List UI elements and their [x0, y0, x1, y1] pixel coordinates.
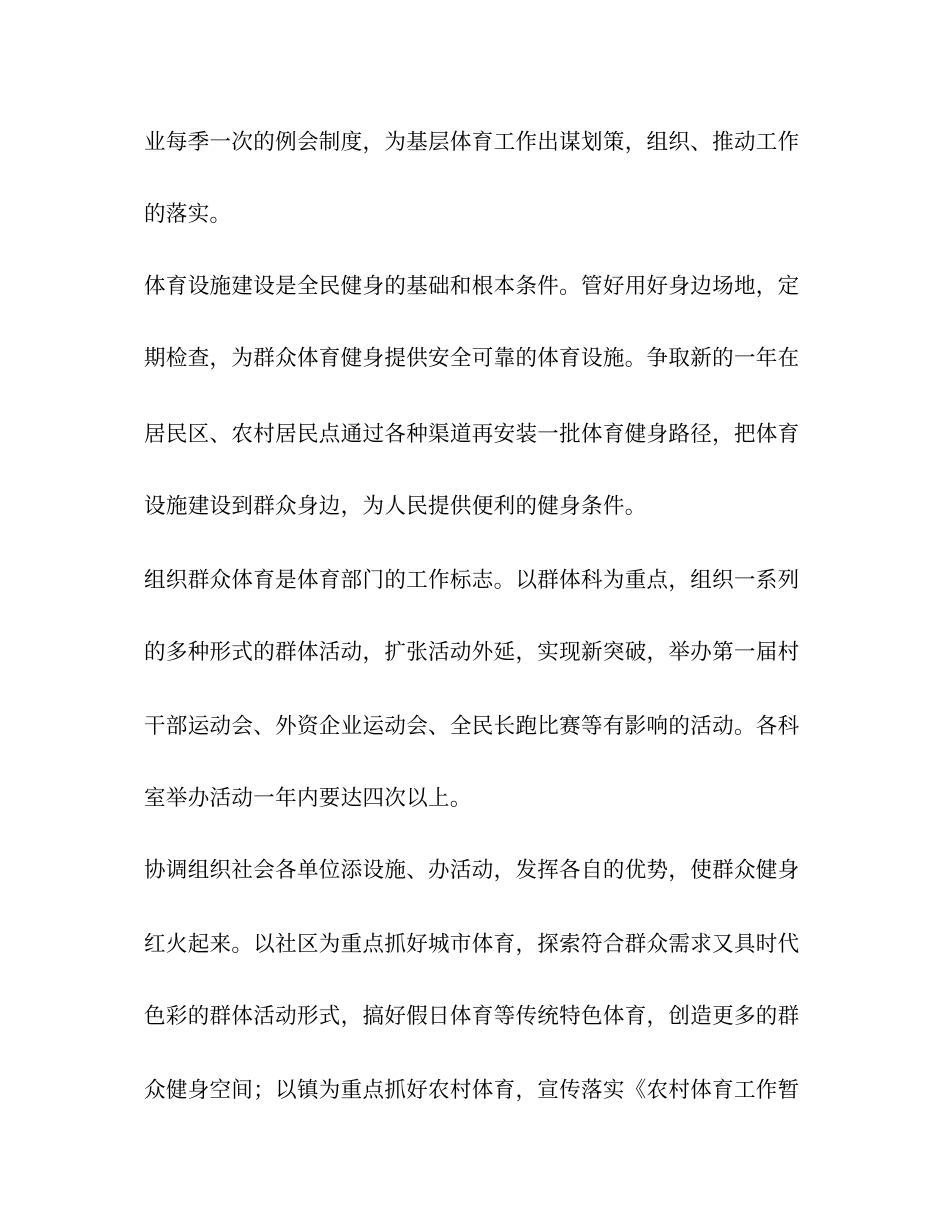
text-line: 组织群众体育是体育部门的工作标志。以群体科为重点，组织一系列: [144, 568, 800, 593]
text-line: 的多种形式的群体活动，扩张活动外延，实现新突破，举办第一届村: [144, 640, 800, 665]
text-line: 众健身空间；以镇为重点抓好农村体育，宣传落实《农村体育工作暂: [144, 1078, 800, 1103]
text-line: 红火起来。以社区为重点抓好城市体育，探索符合群众需求又具时代: [144, 932, 800, 957]
text-line: 室举办活动一年内要达四次以上。: [144, 786, 472, 811]
text-line: 居民区、农村居民点通过各种渠道再安装一批体育健身路径，把体育: [144, 422, 800, 447]
text-line: 期检查，为群众体育健身提供安全可靠的体育设施。争取新的一年在: [144, 346, 800, 371]
text-line: 体育设施建设是全民健身的基础和根本条件。管好用好身边场地，定: [144, 274, 800, 299]
text-line: 业每季一次的例会制度，为基层体育工作出谋划策，组织、推动工作: [144, 130, 800, 155]
text-line: 设施建设到群众身边，为人民提供便利的健身条件。: [144, 494, 647, 519]
text-line: 色彩的群体活动形式，搞好假日体育等传统特色体育，创造更多的群: [144, 1004, 800, 1029]
text-line: 的落实。: [144, 202, 232, 227]
text-line: 协调组织社会各单位添设施、办活动，发挥各自的优势，使群众健身: [144, 858, 800, 883]
text-line: 干部运动会、外资企业运动会、全民长跑比赛等有影响的活动。各科: [144, 714, 800, 739]
